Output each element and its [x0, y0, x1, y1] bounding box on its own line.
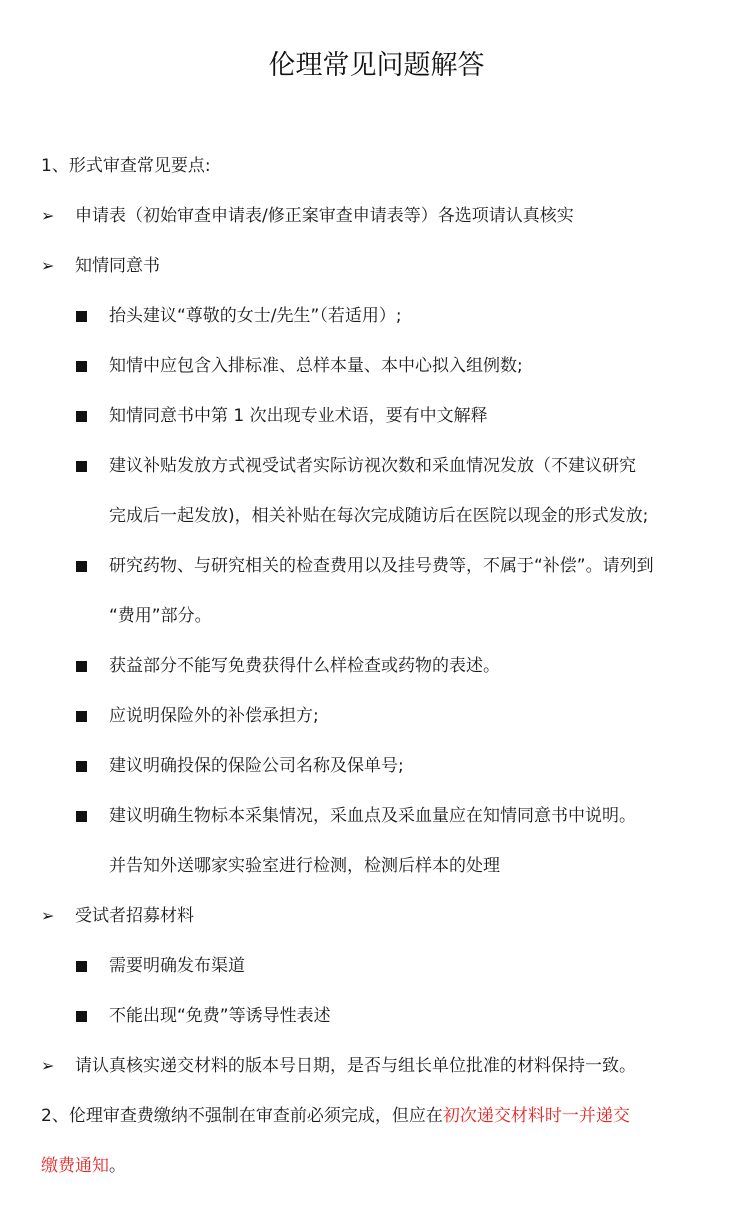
section-2-text: 2、伦理审查费缴纳不强制在审查前必须完成，但应在 [41, 1106, 443, 1126]
arrow-bullet-icon: ➢ [41, 206, 55, 225]
sub-list-item-continuation: 并告知外送哪家实验室进行检测，检测后样本的处理 [109, 856, 500, 876]
sub-list-item: 应说明保险外的补偿承担方; [109, 706, 319, 726]
sub-list-item: 获益部分不能写免费获得什么样检查或药物的表述。 [109, 656, 500, 676]
square-bullet-icon [76, 961, 87, 972]
page-title: 伦理常见问题解答 [268, 50, 485, 81]
section-2-highlight: 初次递交材料时一并递交 [442, 1106, 630, 1126]
square-bullet-icon [76, 761, 87, 772]
square-bullet-icon [76, 311, 87, 322]
sub-list-item: 需要明确发布渠道 [109, 956, 245, 976]
list-item: 受试者招募材料 [75, 906, 194, 926]
square-bullet-icon [76, 361, 87, 372]
square-bullet-icon [76, 411, 87, 422]
section-2-text-end: 。 [109, 1156, 126, 1176]
sub-list-item: 抬头建议“尊敬的女士/先生”（若适用）; [109, 306, 402, 326]
square-bullet-icon [76, 461, 87, 472]
section-2-line-1 [41, 1104, 630, 1128]
square-bullet-icon [76, 1011, 87, 1022]
sub-list-item: 建议明确生物标本采集情况，采血点及采血量应在知情同意书中说明。 [109, 806, 636, 826]
section-1-heading: 1、形式审查常见要点: [41, 156, 211, 176]
arrow-bullet-icon: ➢ [41, 906, 55, 925]
sub-list-item: 知情中应包含入排标准、总样本量、本中心拟入组例数; [109, 356, 523, 376]
sub-list-item: 建议明确投保的保险公司名称及保单号; [109, 756, 404, 776]
list-item: 知情同意书 [75, 256, 160, 276]
sub-list-item: 不能出现“免费”等诱导性表述 [109, 1006, 331, 1026]
square-bullet-icon [76, 561, 87, 572]
section-2-line-2 [41, 1154, 126, 1178]
sub-list-item: 知情同意书中第 1 次出现专业术语，要有中文解释 [109, 406, 488, 426]
list-item: 请认真核实递交材料的版本号日期，是否与组长单位批准的材料保持一致。 [75, 1056, 636, 1076]
arrow-bullet-icon: ➢ [41, 256, 55, 275]
arrow-bullet-icon: ➢ [41, 1056, 55, 1075]
sub-list-item: 建议补贴发放方式视受试者实际访视次数和采血情况发放（不建议研究 [109, 456, 636, 476]
list-item: 申请表（初始审查申请表/修正案审查申请表等）各选项请认真核实 [75, 206, 574, 226]
square-bullet-icon [76, 711, 87, 722]
square-bullet-icon [76, 661, 87, 672]
sub-list-item-continuation: 完成后一起发放)，相关补贴在每次完成随访后在医院以现金的形式发放; [109, 506, 649, 526]
square-bullet-icon [76, 811, 87, 822]
section-2-highlight: 缴费通知 [41, 1156, 109, 1176]
sub-list-item-continuation: “费用”部分。 [109, 606, 212, 626]
sub-list-item: 研究药物、与研究相关的检查费用以及挂号费等，不属于“补偿”。请列到 [109, 556, 654, 576]
